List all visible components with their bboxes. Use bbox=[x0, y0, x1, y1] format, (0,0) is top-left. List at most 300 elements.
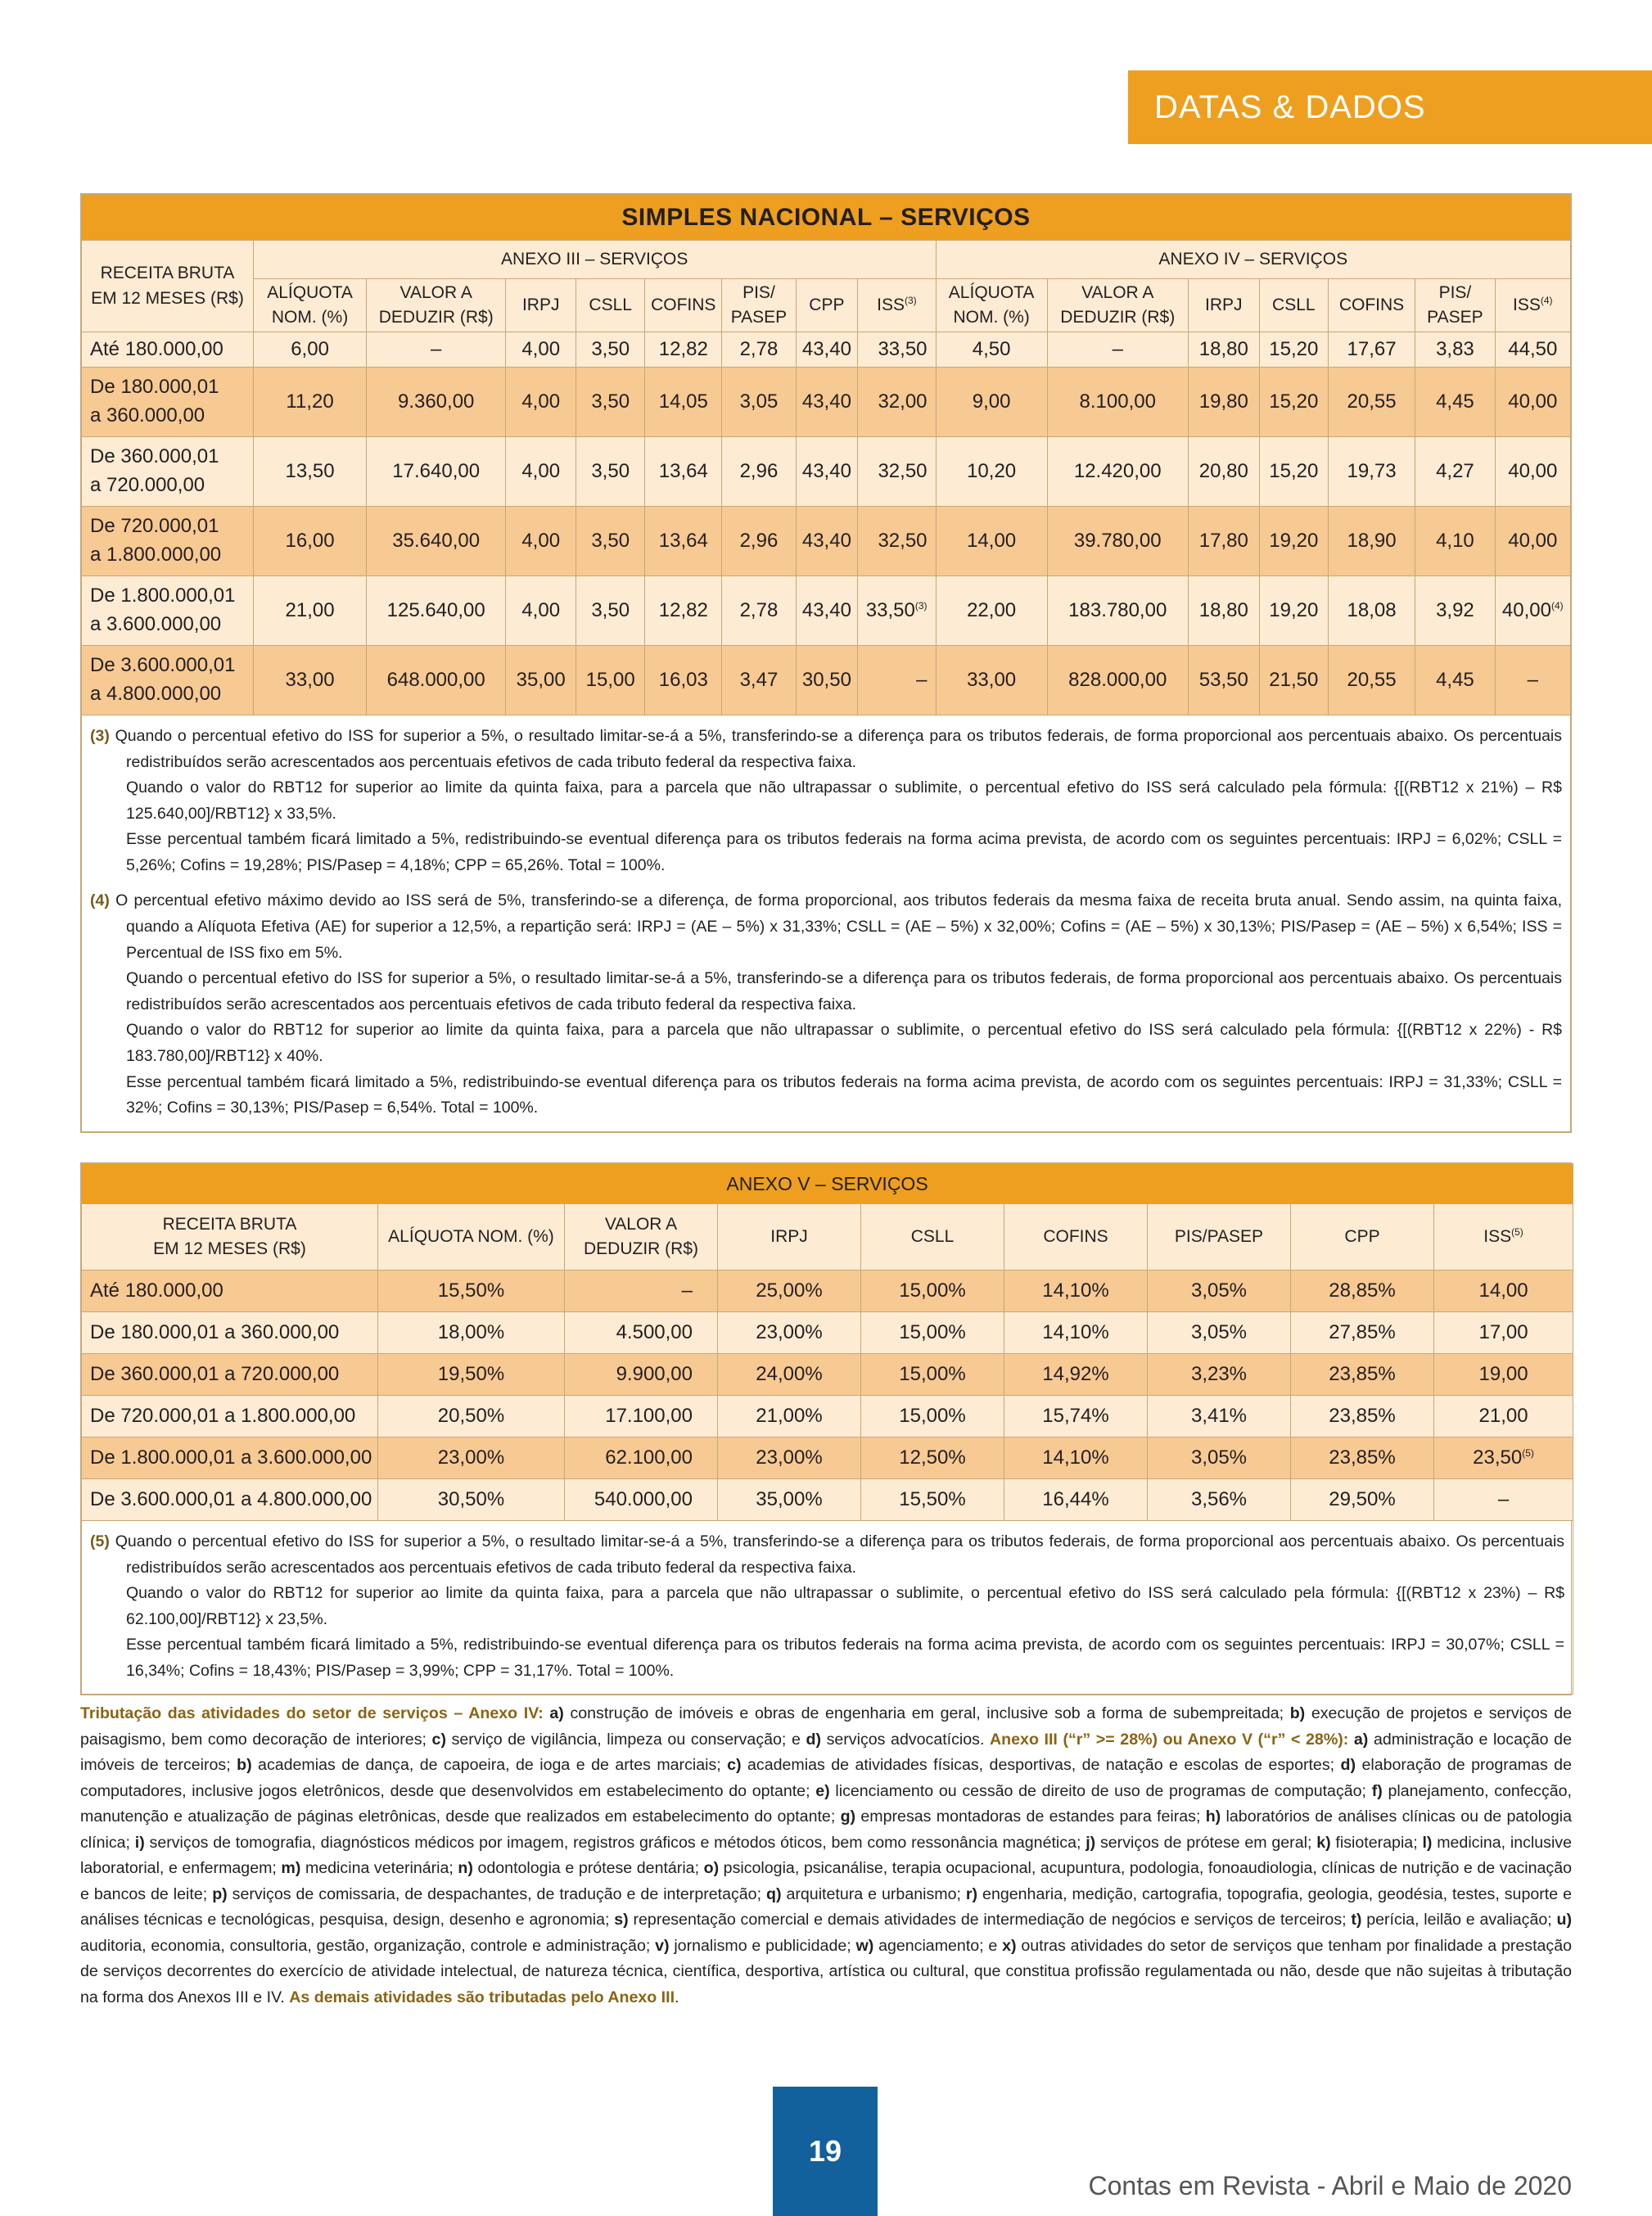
table-title: SIMPLES NACIONAL – SERVIÇOS bbox=[82, 195, 1571, 241]
value: 19,20 bbox=[1269, 599, 1319, 621]
header-a4-iss bbox=[1495, 279, 1570, 332]
header-line: PASEP bbox=[730, 308, 788, 327]
value: 8.100,00 bbox=[1079, 390, 1156, 413]
footnote-ref: (5) bbox=[1511, 1225, 1523, 1238]
value: 13,64 bbox=[658, 530, 708, 552]
anexo-v-value bbox=[1434, 1479, 1573, 1521]
item-key: t) bbox=[1351, 1911, 1362, 1929]
anexo-v-value bbox=[1004, 1354, 1148, 1396]
faixa-cell: Até 180.000,00 bbox=[82, 1270, 378, 1312]
anexo-v-value bbox=[718, 1312, 861, 1354]
anexo-v-header-receita bbox=[82, 1204, 378, 1270]
section-heading: Tributação das atividades do setor de serviços – Anexo IV: bbox=[80, 1704, 544, 1722]
closing-statement: As demais atividades são tributadas pelo Anexo III bbox=[289, 1988, 675, 2006]
item-text: administração e locação de imóveis de terceiros; bbox=[80, 1730, 1572, 1775]
text-run: execução de projetos e serviços de paisagismo, bem como decoração de interiores; bbox=[80, 1704, 1573, 1749]
value: 35,00% bbox=[756, 1488, 823, 1510]
anexo-iii-value bbox=[506, 332, 576, 368]
item-text: arquitetura e urbanismo; bbox=[781, 1884, 966, 1903]
header-label: CSLL bbox=[589, 295, 632, 314]
footnote-text: Quando o percentual efetivo do ISS for superior a 5%, o resultado limitar-se-á a 5%, transferindo-se a diferença para os tributos federais, de forma proporcional aos percentuais abaixo. Os percentuais redistribuídos serão acrescentados aos percentuais efetivos de cada tributo federal da respectiva faixa. bbox=[115, 727, 1563, 771]
value: 125.640,00 bbox=[386, 599, 485, 621]
item-text: medicina, inclusive laboratorial, e enfermagem; bbox=[80, 1833, 1572, 1878]
item-key: d) bbox=[1340, 1756, 1356, 1775]
anexo-v-value bbox=[1148, 1396, 1291, 1437]
anexo-v-value bbox=[1291, 1437, 1434, 1479]
anexo-iii-value bbox=[858, 332, 936, 368]
footnote bbox=[90, 888, 1562, 1121]
header-label: PIS/PASEP bbox=[1174, 1226, 1264, 1246]
value: 20,55 bbox=[1347, 390, 1397, 413]
item-key: h) bbox=[1205, 1808, 1221, 1826]
faixa-cell: De 360.000,01 a 720.000,00 bbox=[82, 1354, 378, 1396]
value: 3,05% bbox=[1190, 1321, 1248, 1343]
value: 3,50 bbox=[591, 599, 630, 621]
item-key: c) bbox=[727, 1756, 742, 1775]
value: 33,50 bbox=[878, 338, 928, 360]
value: 15,00% bbox=[899, 1321, 966, 1343]
value: 19,00 bbox=[1478, 1363, 1528, 1385]
anexo-iv-value bbox=[1328, 507, 1415, 576]
value: 18,80 bbox=[1198, 599, 1248, 621]
publication-footer: Contas em Revista - Abril e Maio de 2020 bbox=[1088, 2171, 1572, 2200]
value: 20,80 bbox=[1198, 460, 1248, 482]
table-footnotes bbox=[82, 715, 1571, 1132]
anexo-v-header-cpp bbox=[1291, 1204, 1434, 1270]
value: 23,85% bbox=[1329, 1405, 1396, 1427]
anexo-iii-value bbox=[576, 646, 645, 715]
value: 14,10% bbox=[1042, 1446, 1109, 1469]
anexo-iv-value bbox=[1495, 437, 1570, 507]
anexo-v-value bbox=[861, 1479, 1004, 1521]
anexo-iii-value bbox=[722, 368, 796, 437]
anexo-iv-value bbox=[1495, 507, 1570, 576]
value: 23,50 bbox=[1473, 1446, 1523, 1469]
value: 3,50 bbox=[591, 530, 630, 552]
value: 3,05 bbox=[739, 390, 779, 413]
table-row bbox=[82, 1396, 1573, 1437]
anexo-v-header-valor bbox=[565, 1204, 718, 1270]
item-key: u) bbox=[1556, 1911, 1572, 1929]
anexo-iv-value bbox=[1495, 368, 1570, 437]
value: 43,40 bbox=[801, 390, 851, 413]
anexo-v-value bbox=[861, 1270, 1004, 1312]
value: 16,00 bbox=[285, 530, 335, 552]
anexo-iii-value bbox=[367, 437, 506, 507]
anexo-v-header-iss bbox=[1434, 1204, 1573, 1270]
header-line: NOM. (%) bbox=[271, 308, 349, 327]
value: 23,85% bbox=[1329, 1363, 1396, 1385]
value: 32,50 bbox=[878, 530, 928, 552]
anexo-v-value bbox=[1148, 1479, 1291, 1521]
anexo-v-value bbox=[1434, 1354, 1573, 1396]
header-label: ISS bbox=[877, 295, 905, 314]
item-key: r) bbox=[965, 1884, 978, 1903]
value: 28,85% bbox=[1329, 1280, 1396, 1302]
header-label: CSLL bbox=[910, 1226, 955, 1246]
value: 13,64 bbox=[658, 460, 708, 482]
value: 2,96 bbox=[739, 530, 779, 552]
anexo-iii-value bbox=[253, 576, 366, 646]
faixa-line: a 4.800.000,00 bbox=[90, 683, 222, 705]
value: 16,03 bbox=[658, 669, 708, 691]
table-row bbox=[82, 576, 1571, 646]
anexo-v-value bbox=[861, 1396, 1004, 1437]
footnote-text: Quando o percentual efetivo do ISS for superior a 5%, o resultado limitar-se-á a 5%, transferindo-se a diferença para os tributos federais, de forma proporcional aos percentuais abaixo. Os percentuais redistribuídos serão acrescentados aos percentuais efetivos de cada tributo federal da respectiva faixa. bbox=[115, 1532, 1565, 1577]
footnote-paragraph: Quando o valor do RBT12 for superior ao limite da quinta faixa, para a parcela que não ultrapassar o sublimite, o percentual efetivo do ISS será calculado pela fórmula: {[(RBT12 x 22%) - R$ 183.780,00]/RBT12} x 40%. bbox=[126, 1021, 1562, 1065]
value: 15,00% bbox=[899, 1363, 966, 1385]
value: 17,67 bbox=[1347, 338, 1397, 360]
faixa-cell bbox=[82, 368, 254, 437]
anexo-v-value bbox=[1004, 1312, 1148, 1354]
anexo-iv-value bbox=[1495, 646, 1570, 715]
value: 6,00 bbox=[291, 338, 329, 360]
footnote-ref: (4) bbox=[1540, 294, 1553, 306]
header-line: DEDUZIR (R$) bbox=[584, 1239, 698, 1258]
value: 32,00 bbox=[878, 390, 928, 413]
header-line: ALÍQUOTA bbox=[267, 282, 353, 302]
header-a4-valor bbox=[1047, 279, 1188, 332]
anexo-iii-value bbox=[253, 368, 366, 437]
faixa-cell bbox=[82, 576, 254, 646]
header-line: VALOR A bbox=[1081, 282, 1154, 302]
footnote-number: (3) bbox=[90, 727, 110, 745]
value: 33,50 bbox=[865, 599, 915, 621]
item-text: serviços de tomografia, diagnósticos médicos por imagem, registros gráficos e métodos óticos, bem como ressonância magnética; bbox=[144, 1833, 1086, 1852]
anexo-iii-value bbox=[253, 332, 366, 368]
value: 15,74% bbox=[1042, 1405, 1109, 1427]
anexo-iv-value bbox=[1328, 646, 1415, 715]
footnote bbox=[90, 724, 1562, 878]
anexo-v-header-aliq bbox=[378, 1204, 565, 1270]
value: 2,78 bbox=[739, 338, 779, 360]
text-run: . bbox=[675, 1988, 679, 2006]
header-line: PIS/ bbox=[1438, 282, 1472, 302]
anexo-iv-value bbox=[1328, 368, 1415, 437]
header-a3-iss bbox=[858, 279, 936, 332]
value: 53,50 bbox=[1198, 669, 1248, 691]
value: 30,50 bbox=[801, 669, 851, 691]
text-run: construção de imóveis e obras de engenharia em geral, inclusive sob a forma de subempreitada; bbox=[563, 1704, 1290, 1722]
anexo-iv-value bbox=[1259, 332, 1328, 368]
faixa-line: a 1.800.000,00 bbox=[90, 544, 222, 566]
item-key: i) bbox=[134, 1833, 145, 1852]
item-key: b) bbox=[1289, 1704, 1306, 1722]
anexo-iv-value bbox=[1259, 507, 1328, 576]
footnote-ref: (4) bbox=[1550, 600, 1564, 612]
item-text: medicina veterinária; bbox=[300, 1859, 458, 1878]
footnote-first-paragraph bbox=[90, 724, 1562, 775]
value: 12,82 bbox=[658, 338, 708, 360]
anexo-iii-value bbox=[796, 507, 858, 576]
footnote-paragraph: Esse percentual também ficará limitado a 5%, redistribuindo-se eventual diferença para os tributos federais na forma acima prevista, de acordo com os seguintes percentuais: IRPJ = 31,33%; CSLL = 32%; Cofins = 30,13%; PIS/Pasep = 6,54%. Total = 100%. bbox=[126, 1072, 1562, 1117]
anexo-iii-value bbox=[367, 507, 506, 576]
anexo-iii-value bbox=[645, 646, 722, 715]
value: 25,00% bbox=[756, 1280, 823, 1302]
value: 4,00 bbox=[521, 460, 561, 482]
value: 43,40 bbox=[801, 460, 851, 482]
value: 15,20 bbox=[1269, 338, 1319, 360]
faixa-cell bbox=[82, 437, 254, 507]
item-text: empresas montadoras de estandes para feiras; bbox=[855, 1808, 1206, 1826]
anexo-iv-value bbox=[936, 437, 1047, 507]
value: 3,47 bbox=[739, 669, 779, 691]
header-line: PASEP bbox=[1427, 308, 1483, 327]
item-text: jornalismo e publicidade; bbox=[669, 1936, 856, 1955]
table-row bbox=[82, 646, 1571, 715]
anexo-v-value bbox=[565, 1312, 718, 1354]
anexo-iv-value bbox=[1188, 368, 1259, 437]
anexo-v-value bbox=[1434, 1437, 1573, 1479]
value: 20,55 bbox=[1347, 669, 1397, 691]
anexo-v-value bbox=[378, 1270, 565, 1312]
value: 17,00 bbox=[1478, 1321, 1528, 1343]
item-key: n) bbox=[458, 1859, 473, 1878]
anexo-v-value bbox=[565, 1479, 718, 1521]
anexo-iii-value bbox=[367, 646, 506, 715]
anexo-iii-value bbox=[576, 368, 645, 437]
item-key: s) bbox=[614, 1911, 629, 1929]
faixa-line: a 3.600.000,00 bbox=[90, 613, 222, 635]
value: 4,50 bbox=[972, 338, 1011, 360]
header-line: DEDUZIR (R$) bbox=[1060, 308, 1176, 327]
anexo-iii-value bbox=[858, 507, 936, 576]
item-key: m) bbox=[281, 1859, 301, 1878]
header-a4-pis bbox=[1415, 279, 1495, 332]
anexo-iii-value bbox=[506, 646, 576, 715]
item-text: odontologia e prótese dentária; bbox=[472, 1859, 704, 1878]
value: 19,80 bbox=[1198, 390, 1248, 413]
value: 648.000,00 bbox=[386, 669, 485, 691]
value: – bbox=[916, 669, 928, 691]
value: 3,50 bbox=[591, 460, 630, 482]
item-key: d) bbox=[806, 1730, 821, 1749]
anexo-iv-value bbox=[1259, 368, 1328, 437]
value: 4,45 bbox=[1436, 669, 1474, 691]
item-key: q) bbox=[766, 1884, 782, 1903]
header-receita-bruta: RECEITA BRUTA EM 12 MESES (R$) bbox=[82, 241, 254, 332]
value: 16,44% bbox=[1042, 1488, 1109, 1510]
anexo-iv-value bbox=[1188, 332, 1259, 368]
value: 40,00 bbox=[1508, 460, 1558, 482]
anexo-iv-value bbox=[1047, 368, 1188, 437]
footnote-paragraph: Esse percentual também ficará limitado a 5%, redistribuindo-se eventual diferença para os tributos federais na forma acima prevista, de acordo com os seguintes percentuais: IRPJ = 6,02%; CSLL = 5,26%; Cofins = 19,28%; PIS/Pasep = 4,18%; CPP = 65,26%. Total = 100%. bbox=[126, 830, 1562, 874]
value: 32,50 bbox=[878, 460, 928, 482]
item-key: c) bbox=[431, 1730, 446, 1749]
anexo-v-value bbox=[1291, 1396, 1434, 1437]
anexo-iii-value bbox=[645, 507, 722, 576]
value: 15,20 bbox=[1269, 390, 1319, 413]
table-row bbox=[82, 507, 1571, 576]
footnote-ref: (5) bbox=[1522, 1447, 1534, 1459]
value: 4,45 bbox=[1436, 390, 1474, 413]
value: – bbox=[1497, 1488, 1510, 1510]
anexo-v-value bbox=[718, 1437, 861, 1479]
anexo-v-value bbox=[378, 1479, 565, 1521]
item-key: b) bbox=[237, 1756, 252, 1775]
table-row bbox=[82, 1354, 1573, 1396]
anexo-v-value bbox=[718, 1479, 861, 1521]
anexo-v-value bbox=[378, 1354, 565, 1396]
value: 35,00 bbox=[516, 669, 566, 691]
anexo-iii-value bbox=[253, 646, 366, 715]
anexo-iv-value bbox=[1415, 332, 1495, 368]
faixa-line: De 360.000,01 bbox=[90, 445, 219, 468]
anexo-iii-value bbox=[576, 576, 645, 646]
anexo-iv-value bbox=[1415, 576, 1495, 646]
anexo-iv-value bbox=[1415, 646, 1495, 715]
value: 3,05% bbox=[1190, 1446, 1248, 1469]
value: 44,50 bbox=[1508, 338, 1558, 360]
header-line: ALÍQUOTA bbox=[948, 282, 1035, 302]
header-label: COFINS bbox=[1043, 1226, 1108, 1246]
faixa-line: De 720.000,01 bbox=[90, 515, 219, 538]
table-row bbox=[82, 437, 1571, 507]
value: 23,85% bbox=[1329, 1446, 1396, 1469]
value: 12,50% bbox=[899, 1446, 966, 1469]
value: 15,50% bbox=[437, 1280, 505, 1302]
item-key: p) bbox=[212, 1884, 228, 1903]
anexo-iii-value bbox=[576, 332, 645, 368]
item-key: x) bbox=[1002, 1936, 1017, 1955]
value: 18,00% bbox=[437, 1321, 505, 1343]
anexo-iv-value bbox=[1328, 437, 1415, 507]
header-a3-cofins bbox=[645, 279, 722, 332]
value: 43,40 bbox=[801, 338, 851, 360]
anexo-iii-value bbox=[645, 368, 722, 437]
anexo-v-table bbox=[81, 1163, 1573, 1695]
value: 9,00 bbox=[972, 390, 1011, 413]
table-row bbox=[82, 368, 1571, 437]
section-header: DATAS & DADOS bbox=[1128, 70, 1652, 144]
anexo-iii-value bbox=[722, 507, 796, 576]
value: 17,80 bbox=[1198, 530, 1248, 552]
anexo-v-value bbox=[1004, 1437, 1148, 1479]
anexo-iii-value bbox=[796, 437, 858, 507]
anexo-iii-value bbox=[722, 646, 796, 715]
value: 9.360,00 bbox=[397, 390, 475, 413]
item-text: elaboração de programas de computadores, inclusive jogos eletrônicos, desde que desenvolvidos em estabelecimento do optante; bbox=[80, 1756, 1572, 1800]
anexo-iii-value bbox=[645, 576, 722, 646]
value: 14,92% bbox=[1042, 1363, 1109, 1385]
value: – bbox=[431, 338, 442, 360]
item-text: licenciamento ou cessão de direito de uso de programas de computação; bbox=[829, 1781, 1372, 1800]
value: 21,00 bbox=[285, 599, 335, 621]
anexo-iv-value bbox=[1047, 437, 1188, 507]
anexo-v-value bbox=[1004, 1396, 1148, 1437]
value: 21,00% bbox=[756, 1405, 823, 1427]
anexo-v-value bbox=[565, 1270, 718, 1312]
anexo-iii-value bbox=[722, 332, 796, 368]
value: 828.000,00 bbox=[1068, 669, 1167, 691]
item-text: serviços de prótese em geral; bbox=[1095, 1833, 1317, 1852]
value: 23,00% bbox=[756, 1446, 823, 1469]
value: 183.780,00 bbox=[1068, 599, 1167, 621]
value: 3,83 bbox=[1436, 338, 1474, 360]
value: 19,73 bbox=[1347, 460, 1397, 482]
anexo-iv-value bbox=[1495, 576, 1570, 646]
header-label: CSLL bbox=[1272, 295, 1316, 314]
anexo-iii-value bbox=[722, 576, 796, 646]
item-text: perícia, leilão e avaliação; bbox=[1361, 1911, 1557, 1929]
value: 33,00 bbox=[967, 669, 1017, 691]
anexo-iv-value bbox=[1047, 576, 1188, 646]
item-text: outras atividades do setor de serviços que tenham por finalidade a prestação de serviços decorrentes do exercício de atividade intelectual, de natureza técnica, científica, desportiva, artística ou cultural, que constitua profissão regulamentada ou não, desde que não sujeitas à tributação na forma dos Anexos III e IV. bbox=[80, 1936, 1573, 2006]
value: 4,00 bbox=[521, 530, 561, 552]
anexo-iv-value bbox=[1259, 437, 1328, 507]
anexo-v-header-pis bbox=[1148, 1204, 1291, 1270]
value: 4,00 bbox=[521, 599, 561, 621]
header-anexo-iii: ANEXO III – SERVIÇOS bbox=[253, 241, 936, 279]
anexo-v-title: ANEXO V – SERVIÇOS bbox=[82, 1164, 1573, 1204]
value: 29,50% bbox=[1329, 1488, 1396, 1510]
anexo-iv-value bbox=[1188, 437, 1259, 507]
anexo-iv-value bbox=[1188, 576, 1259, 646]
footnote-number: (5) bbox=[90, 1532, 110, 1550]
faixa-cell bbox=[82, 507, 254, 576]
header-label: CPP bbox=[809, 295, 845, 314]
faixa-line: De 3.600.000,01 bbox=[90, 654, 236, 677]
item-text: laboratórios de análises clínicas ou de patologia clínica; bbox=[80, 1808, 1572, 1852]
value: 540.000,00 bbox=[594, 1488, 693, 1510]
faixa-cell: De 720.000,01 a 1.800.000,00 bbox=[82, 1396, 378, 1437]
footnote-number: (4) bbox=[90, 891, 110, 910]
value: 18,80 bbox=[1198, 338, 1248, 360]
item-key: j) bbox=[1086, 1833, 1096, 1852]
faixa-line: a 360.000,00 bbox=[90, 404, 205, 427]
anexo-v-value bbox=[1434, 1270, 1573, 1312]
item-key: k) bbox=[1316, 1833, 1331, 1852]
anexo-iv-value bbox=[1188, 507, 1259, 576]
anexo-iii-value bbox=[796, 646, 858, 715]
value: 40,00 bbox=[1508, 390, 1558, 413]
header-label: IRPJ bbox=[770, 1226, 808, 1246]
table-row bbox=[82, 1312, 1573, 1354]
anexo-v-header-irpj bbox=[718, 1204, 861, 1270]
anexo-iv-value bbox=[1495, 332, 1570, 368]
faixa-line: a 720.000,00 bbox=[90, 474, 205, 496]
header-a4-aliq bbox=[936, 279, 1047, 332]
value: 14,10% bbox=[1042, 1280, 1109, 1302]
value: 30,50% bbox=[437, 1488, 505, 1510]
anexo-iii-value bbox=[253, 507, 366, 576]
text-run: serviço de vigilância, limpeza ou conservação; e bbox=[445, 1730, 806, 1749]
table-row bbox=[82, 1270, 1573, 1312]
header-line: NOM. (%) bbox=[953, 308, 1030, 327]
value: 4,10 bbox=[1436, 530, 1474, 552]
header-line: EM 12 MESES (R$) bbox=[153, 1239, 306, 1258]
value: 10,20 bbox=[967, 460, 1017, 482]
item-key: g) bbox=[840, 1808, 856, 1826]
anexo-v-value bbox=[1434, 1396, 1573, 1437]
value: 40,00 bbox=[1508, 530, 1558, 552]
value: 2,78 bbox=[739, 599, 779, 621]
anexo-v-value bbox=[1291, 1479, 1434, 1521]
anexo-iii-value bbox=[858, 646, 936, 715]
item-key: v) bbox=[655, 1936, 670, 1955]
anexo-iii-value bbox=[858, 368, 936, 437]
value: 43,40 bbox=[801, 530, 851, 552]
footnote-paragraph: Quando o valor do RBT12 for superior ao limite da quinta faixa, para a parcela que não ultrapassar o sublimite, o percentual efetivo do ISS será calculado pela fórmula: {[(RBT12 x 21%) – R$ 125.640,00]/RBT12} x 33,5%. bbox=[126, 779, 1562, 823]
header-label: CPP bbox=[1344, 1226, 1380, 1246]
header-line: RECEITA BRUTA bbox=[162, 1214, 297, 1234]
value: 15,50% bbox=[899, 1488, 966, 1510]
value: 15,20 bbox=[1269, 460, 1319, 482]
anexo-iv-value bbox=[936, 576, 1047, 646]
activities-description bbox=[80, 1701, 1572, 2011]
header-label: ALÍQUOTA NOM. (%) bbox=[388, 1226, 554, 1246]
faixa-line: De 180.000,01 bbox=[90, 376, 219, 399]
